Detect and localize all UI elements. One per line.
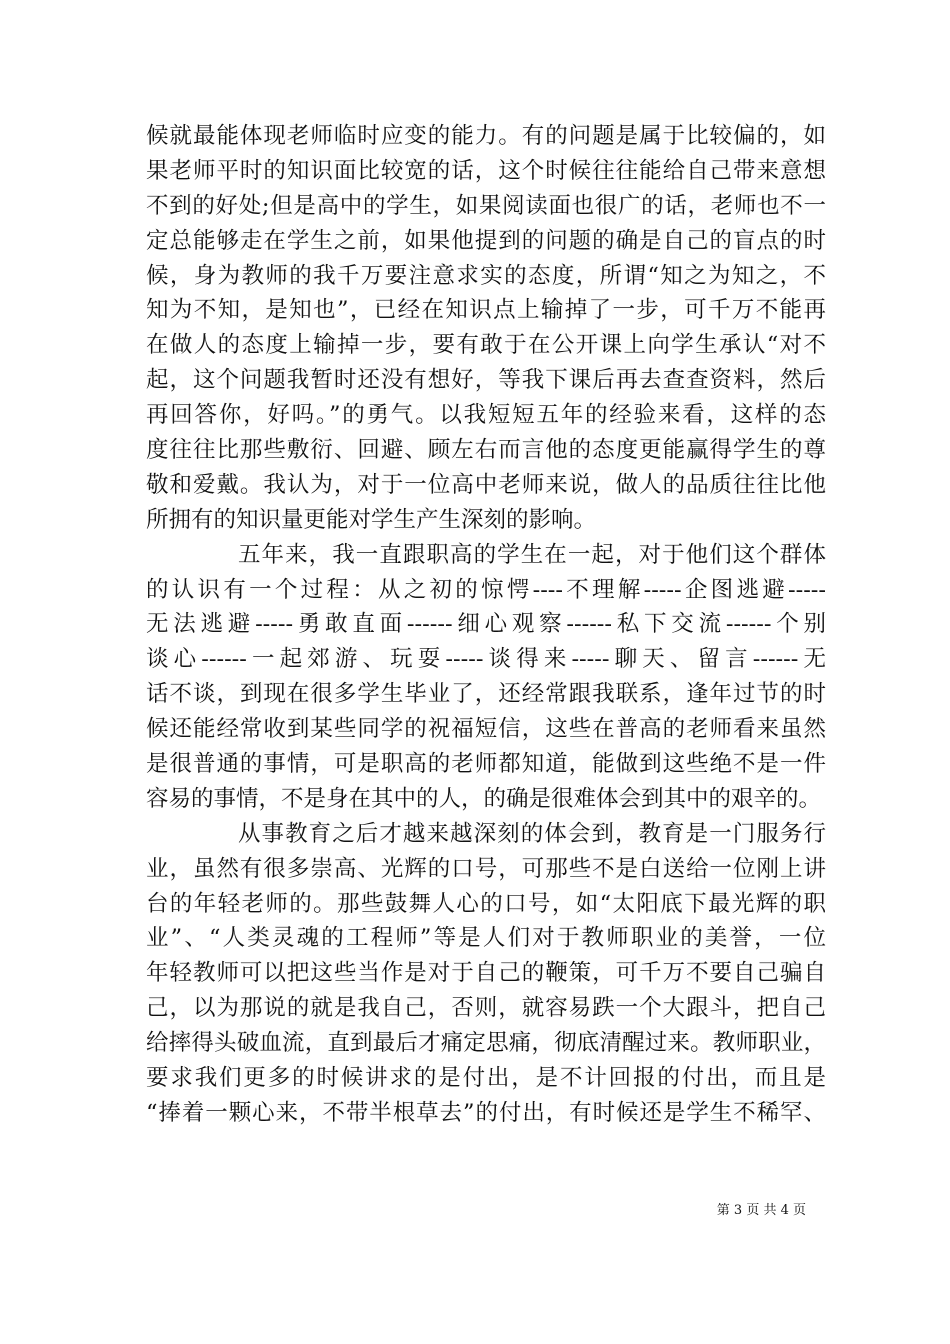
text-line: 己，以为那说的就是我自己，否则，就容易跌一个大跟斗，把自己 [146, 995, 826, 1022]
text-line: 所拥有的知识量更能对学生产生深刻的影响。 [146, 506, 597, 533]
text-line: 话不谈，到现在很多学生毕业了，还经常跟我联系，逢年过节的时 [146, 681, 826, 708]
text-line: 知为不知，是知也”，已经在知识点上输掉了一步，可千万不能再 [146, 297, 826, 324]
text-line: 候还能经常收到某些同学的祝福短信，这些在普高的老师看来虽然 [146, 716, 826, 743]
text-line: 候，身为教师的我千万要注意求实的态度，所谓“知之为知之，不 [146, 262, 826, 289]
text-line: 再回答你，好吗。”的勇气。以我短短五年的经验来看，这样的态 [146, 402, 826, 429]
text-line: 给摔得头破血流，直到最后才痛定思痛，彻底清醒过来。教师职业， [146, 1030, 826, 1057]
text-line: 是很普通的事情，可是职高的老师都知道，能做到这些绝不是一件 [146, 751, 826, 778]
text-line: 起，这个问题我暂时还没有想好，等我下课后再去查查资料，然后 [146, 367, 826, 394]
text-line: 候就最能体现老师临时应变的能力。有的问题是属于比较偏的，如 [146, 123, 826, 149]
text-line: 度往往比那些敷衍、回避、顾左右而言他的态度更能赢得学生的尊 [146, 437, 826, 464]
body-text [146, 119, 826, 1131]
text-line: 五年来，我一直跟职高的学生在一起，对于他们这个群体 [238, 541, 826, 568]
text-line: 容易的事情，不是身在其中的人，的确是很难体会到其中的艰辛的。 [146, 785, 822, 812]
text-line: 业”、“人类灵魂的工程师”等是人们对于教师职业的美誉，一位 [146, 925, 826, 952]
text-line: 年轻教师可以把这些当作是对于自己的鞭策，可千万不要自己骗自 [146, 960, 826, 987]
text-line: 的认识有一个过程：从之初的惊愕----不理解-----企图逃避----- [146, 576, 826, 603]
text-line: “捧着一颗心来，不带半根草去”的付出，有时候还是学生不稀罕、 [146, 1099, 826, 1126]
text-line: 不到的好处;但是高中的学生，如果阅读面也很广的话，老师也不一 [146, 192, 826, 219]
text-line: 谈心------一起郊游、玩耍-----谈得来-----聊天、留言------无 [146, 646, 826, 673]
text-line: 定总能够走在学生之前，如果他提到的问题的确是自己的盲点的时 [146, 227, 826, 254]
text-line: 业，虽然有很多崇高、光辉的口号，可那些不是白送给一位刚上讲 [146, 855, 826, 882]
text-line: 敬和爱戴。我认为，对于一位高中老师来说，做人的品质往往比他 [146, 471, 826, 498]
text-line: 台的年轻老师的。那些鼓舞人心的口号，如“太阳底下最光辉的职 [146, 890, 826, 917]
page-number: 第 3 页 共 4 页 [716, 1203, 806, 1218]
text-line: 要求我们更多的时候讲求的是付出，是不计回报的付出，而且是 [146, 1065, 826, 1092]
text-line: 从事教育之后才越来越深刻的体会到，教育是一门服务行 [238, 820, 826, 847]
text-line: 果老师平时的知识面比较宽的话，这个时候往往能给自己带来意想 [146, 157, 826, 184]
text-line: 在做人的态度上输掉一步，要有敢于在公开课上向学生承认“对不 [146, 332, 826, 359]
text-line: 无法逃避-----勇敢直面------细心观察------私下交流------个别 [146, 611, 826, 638]
